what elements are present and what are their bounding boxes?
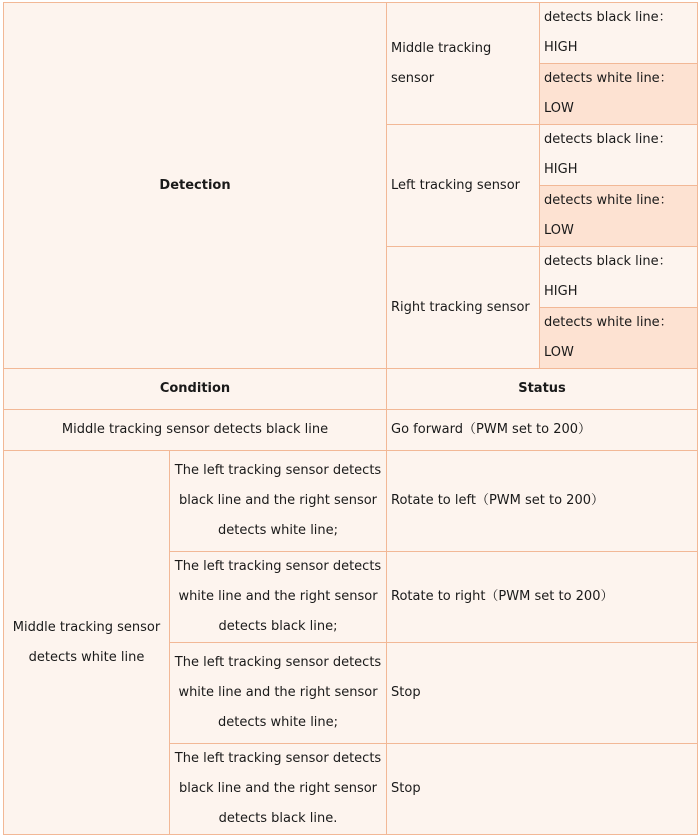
status-rotate-right: Rotate to right（PWM set to 200） (387, 552, 698, 643)
condition-middle-white: Middle tracking sensor detects white line (4, 451, 170, 835)
right-sensor-label: Right tracking sensor (387, 247, 540, 369)
condition-header: Condition (4, 369, 387, 410)
middle-sensor-label: Middle tracking sensor (387, 3, 540, 125)
condition-forward: Middle tracking sensor detects black line (4, 410, 387, 451)
condition-rotate-right: The left tracking sensor detects white line and the right sensor detects black line; (170, 552, 387, 643)
left-sensor-high: detects black line：HIGH (540, 125, 698, 186)
status-rotate-left: Rotate to left（PWM set to 200） (387, 451, 698, 552)
detection-header: Detection (4, 3, 387, 369)
condition-rotate-left: The left tracking sensor detects black line and the right sensor detects white line; (170, 451, 387, 552)
status-stop-white: Stop (387, 643, 698, 744)
left-sensor-low: detects white line： LOW (540, 186, 698, 247)
middle-sensor-low: detects white line： LOW (540, 64, 698, 125)
condition-stop-black: The left tracking sensor detects black line and the right sensor detects black line. (170, 744, 387, 835)
right-sensor-high: detects black line：HIGH (540, 247, 698, 308)
left-sensor-label: Left tracking sensor (387, 125, 540, 247)
status-stop-black: Stop (387, 744, 698, 835)
tracking-logic-table (3, 2, 698, 835)
status-header: Status (387, 369, 698, 410)
right-sensor-low: detects white line： LOW (540, 308, 698, 369)
condition-stop-white: The left tracking sensor detects white line and the right sensor detects white line; (170, 643, 387, 744)
status-forward: Go forward（PWM set to 200） (387, 410, 698, 451)
middle-sensor-high: detects black line：HIGH (540, 3, 698, 64)
